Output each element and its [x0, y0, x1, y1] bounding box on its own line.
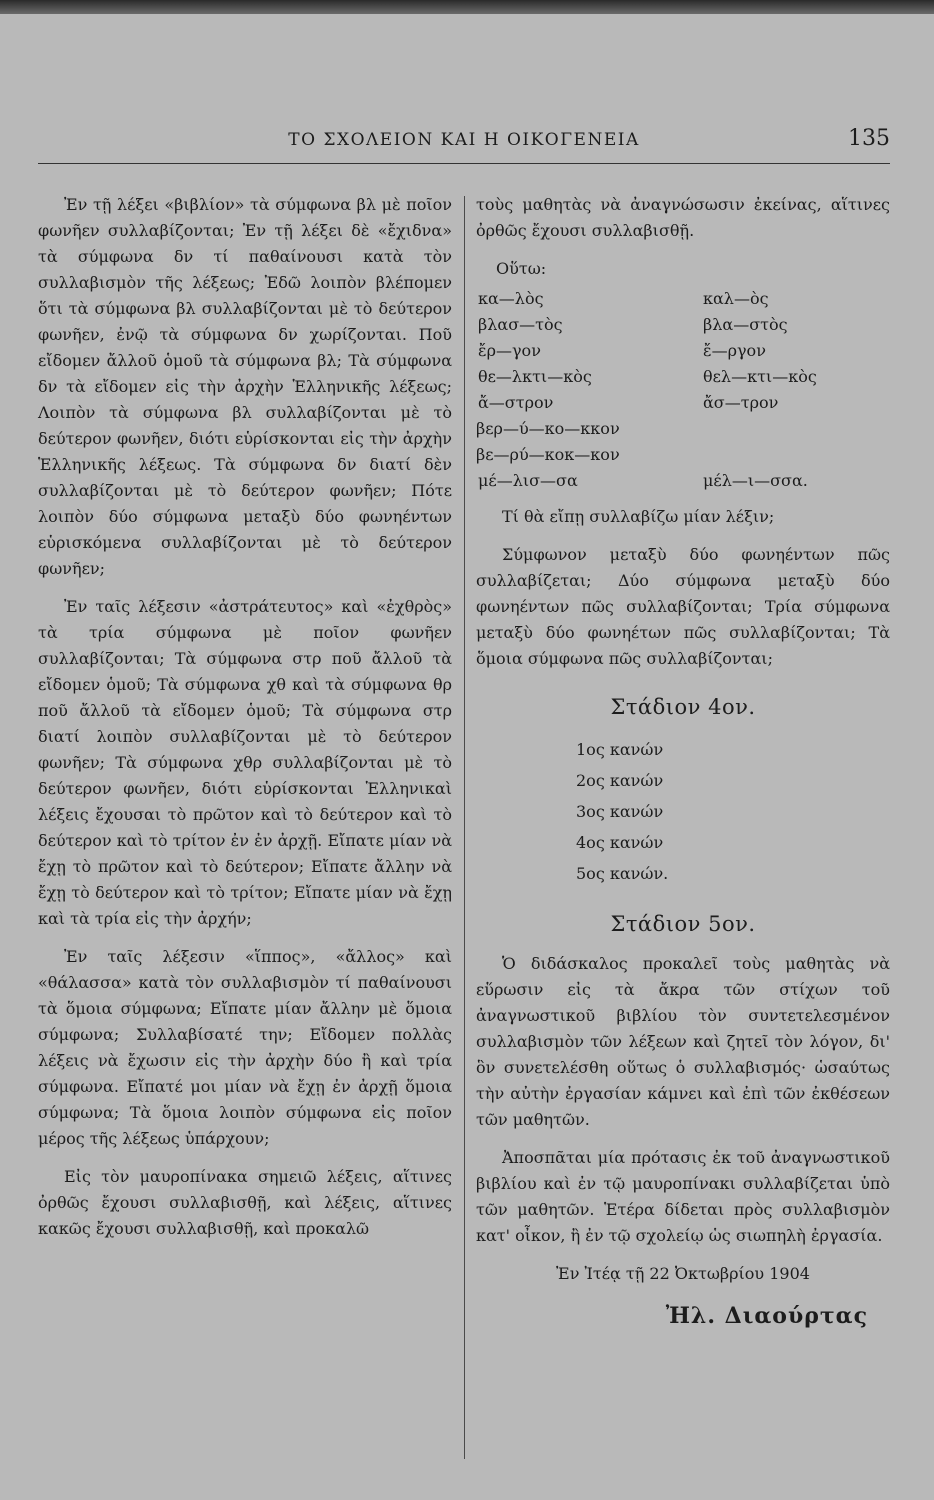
- paragraph: Ἐν ταῖς λέξεσιν «ἀστράτευτος» καὶ «ἐχθρὸς» τὰ τρία σύμφωνα μὲ ποῖον φωνῆεν συλλαβίζονται; Τὰ σύμφωνα στρ ποῦ ἄλλοῦ τὰ εἴδομεν ὁμοῦ; Τὰ σύμφωνα χθ καὶ τὰ σύμφωνα θρ ποῦ ἄλλοῦ τὰ εἴδομεν ὁμοῦ; Τὰ σύμφωνα στρ διατί λοιπὸν συλλαβίζονται μὲ τὸ δεύτερον φωνῆεν; Τὰ σύμφωνα χθρ συλλαβίζονται μὲ τὸ δεύτερον φωνῆεν, διότι εὑρίσκονται Ἑλληνικαὶ λέξεις ἔχουσαι τὸ πρῶτον καὶ τὸ δεύτερον καὶ τὸ δεύτερον καὶ τὸ τρίτον ἐν ἐν ἀρχῇ. Εἴπατε μίαν νὰ ἔχῃ τὸ πρῶτον καὶ τὸ δεύτερον; Εἴπατε ἄλλην νὰ ἔχῃ τὸ δεύτερον καὶ τὸ τρίτον; Εἴπατε μίαν νὰ ἔχῃ καὶ τὰ τρία εἰς τὴν ἀρχήν;: [38, 597, 452, 928]
- correct-syllabification: ἄσ—τρον: [703, 393, 779, 412]
- table-row: [476, 390, 890, 416]
- correct-syllabification: βλα—στὸς: [703, 315, 788, 334]
- stage-5-heading: Στάδιον 5ον.: [610, 912, 756, 936]
- wrong-syllabification: μέ—λισ—σα: [478, 471, 578, 490]
- correct-syllabification: μέλ—ι—σσα.: [703, 471, 808, 490]
- wrong-syllabification: βλασ—τὸς: [478, 315, 563, 334]
- table-row: [476, 338, 890, 364]
- page-edge-shadow: [0, 0, 934, 14]
- stage-4-heading: Στάδιον 4ον.: [610, 695, 756, 719]
- paragraph: Ἐν ταῖς λέξεσιν «ἵππος», «ἄλλος» καὶ «θάλασσα» κατὰ τὸν συλλαβισμὸν τί παθαίνουσι τὰ ὅμοια σύμφωνα; Εἴπατε μίαν ἄλλην μὲ ὅμοια σύμφωνα; Συλλαβίσατέ την; Εἴδομεν πολλὰς λέξεις νὰ ἔχωσιν εἰς τὴν ἀρχὴν δύο ἢ καὶ τρία σύμφωνα. Εἴπατέ μοι μίαν νὰ ἔχῃ ἐν ἀρχῇ ὅμοια σύμφωνα; Τὰ ὅμοια λοιπὸν σύμφωνα εἰς ποῖον μέρος τῆς λέξεως ὑπάρχουν;: [38, 947, 452, 1148]
- table-row: [476, 312, 890, 338]
- left-column: [38, 192, 452, 1254]
- correct-syllabification: ἔ—ργον: [703, 341, 766, 360]
- center-example: βε—ρύ—κοκ—κον: [476, 445, 620, 464]
- table-row: [476, 416, 890, 442]
- question: Τί θὰ εἴπῃ συλλαβίζω μίαν λέξιν;: [502, 507, 775, 526]
- running-title: ΤΟ ΣΧΟΛΕΙΟΝ ΚΑΙ Η ΟΙΚΟΓΕΝΕΙΑ: [288, 130, 640, 150]
- paragraph: Εἰς τὸν μαυροπίνακα σημειῶ λέξεις, αἵτινες ὀρθῶς ἔχουσι συλλαβισθῇ, καὶ λέξεις, αἵτινες κακῶς ἔχουσι συλλαβισθῇ, καὶ προκαλῶ: [38, 1167, 452, 1238]
- page-number: 135: [848, 126, 890, 151]
- questions-paragraph: Σύμφωνον μεταξὺ δύο φωνηέντων πῶς συλλαβίζεται; Δύο σύμφωνα μεταξὺ δύο φωνηέντων πῶς συλλαβίζονται; Τρία σύμφωνα μεταξὺ δύο φωνηέτων πῶς συλλαβίζονται; Τὰ ὅμοια σύμφωνα πῶς συλλαβίζονται;: [476, 545, 890, 668]
- column-divider: [464, 196, 465, 1459]
- wrong-syllabification: κα—λὸς: [478, 289, 544, 308]
- rule-item: 1ος κανών: [576, 740, 664, 759]
- table-row: [476, 442, 890, 468]
- wrong-syllabification: ἔρ—γον: [478, 341, 541, 360]
- wrong-syllabification: θε—λκτι—κὸς: [478, 367, 592, 386]
- paragraph: Ἐν τῇ λέξει «βιβλίον» τὰ σύμφωνα βλ μὲ ποῖον φωνῆεν συλλαβίζονται; Ἐν τῇ λέξει δὲ «ἔχιδνα» τὰ σύμφωνα δν τί παθαίνουσι κατὰ τὸν συλλαβισμὸν τῆς λέξεως; Ἐδῶ λοιπὸν βλέπομεν ὅτι τὰ σύμφωνα βλ συλλαβίζονται μὲ τὸ δεύτερον φωνῆεν, ἐνῷ τὰ σύμφωνα δν χωρίζονται. Ποῦ εἴδομεν ἄλλοῦ ὁμοῦ τὰ σύμφωνα βλ; Τὰ σύμφωνα δν τὰ εἴδομεν εἰς τὴν ἀρχὴν Ἑλληνικῆς λέξεως; Λοιπὸν τὰ σύμφωνα βλ συλλαβίζονται μὲ τὸ δεύτερον φωνῆεν, διότι εὑρίσκονται εἰς τὴν ἀρχὴν Ἑλληνικῆς λέξεως. Τὰ σύμφωνα δν διατί δὲν συλλαβίζονται μὲ τὸ δεύτερον φωνῆεν; Πότε λοιπὸν δύο σύμφωνα μεταξὺ δύο φωνηέντων εὑρισκόμενα συλλαβίζονται μὲ τὸ δεύτερον φωνῆεν;: [38, 195, 452, 578]
- rule-item: 4ος κανών: [576, 833, 664, 852]
- table-row: [476, 468, 890, 494]
- rules-list: [476, 734, 890, 889]
- rule-item: 2ος κανών: [576, 771, 664, 790]
- examples-intro: Οὕτω:: [496, 259, 547, 278]
- syllabification-table: [476, 286, 890, 494]
- wrong-syllabification: ἄ—στρον: [478, 393, 554, 412]
- dateline: Ἐν Ἰτέᾳ τῇ 22 Ὀκτωβρίου 1904: [556, 1264, 810, 1283]
- correct-syllabification: θελ—κτι—κὸς: [703, 367, 817, 386]
- paragraph-continuation: τοὺς μαθητὰς νὰ ἀναγνώσωσιν ἐκείνας, αἵτινες ὀρθῶς ἔχουσι συλλαβισθῇ.: [476, 195, 890, 240]
- author-signature: Ἠλ. Διαούρτας: [665, 1303, 868, 1329]
- paragraph: Ἀποσπᾶται μία πρότασις ἐκ τοῦ ἀναγνωστικοῦ βιβλίου καὶ ἐν τῷ μαυροπίνακι συλλαβίζεται ὑπὸ τῶν μαθητῶν. Ἑτέρα δίδεται πρὸς συλλαβισμὸν κατ' οἶκον, ἢ ἐν τῷ σχολείῳ ὡς σιωπηλὴ ἐργασία.: [476, 1148, 890, 1245]
- correct-syllabification: καλ—ὸς: [703, 289, 769, 308]
- table-row: [476, 364, 890, 390]
- page-header: [38, 126, 890, 164]
- center-example: βερ—ύ—κο—κκον: [476, 419, 620, 438]
- table-row: [476, 286, 890, 312]
- rule-item: 3ος κανών: [576, 802, 664, 821]
- right-column: [476, 192, 890, 1329]
- paragraph: Ὁ διδάσκαλος προκαλεῖ τοὺς μαθητὰς νὰ εὕρωσιν εἰς τὰ ἄκρα τῶν στίχων τοῦ ἀναγνωστικοῦ βιβλίου τὸν συντετελεσμένον συλλαβισμὸν τῶν λέξεων καὶ ζητεῖ τὸν λόγον, δι' ὃν συνετελέσθη οὕτως ὁ συλλαβισμός· ὡσαύτως τὴν αὐτὴν ἐργασίαν κάμνει καὶ ἐπὶ τῶν ἐκθέσεων τῶν μαθητῶν.: [476, 954, 890, 1129]
- header-rule: [38, 163, 890, 164]
- rule-item: 5ος κανών.: [576, 864, 669, 883]
